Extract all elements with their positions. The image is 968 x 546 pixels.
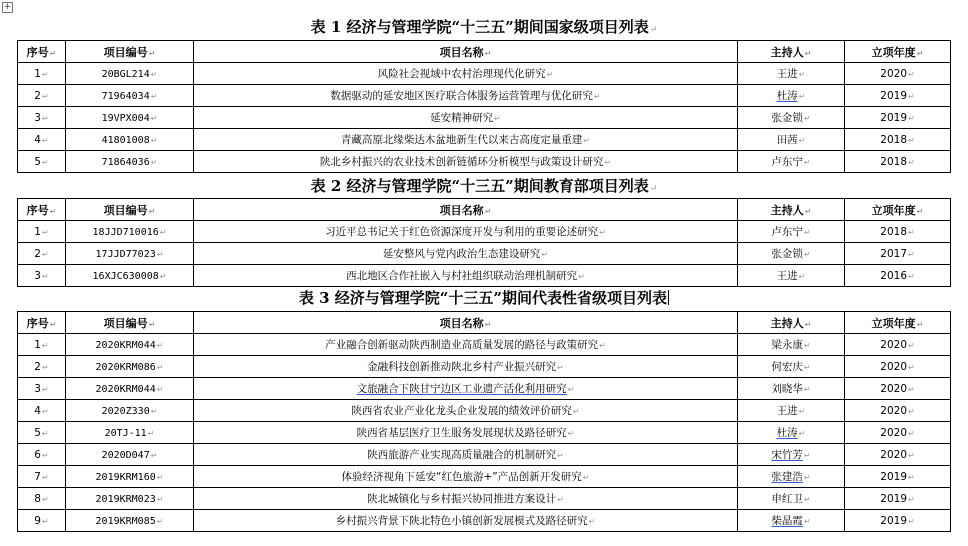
project-name: 陕西旅游产业实现高质量融合的机制研究↵	[194, 444, 738, 466]
project-leader: 柴晶霞↵	[738, 510, 845, 532]
table-row	[18, 243, 951, 265]
header-row	[18, 199, 951, 221]
row-number: 1↵	[18, 221, 66, 243]
column-header: 项目名称↵	[194, 312, 738, 334]
project-year: 2017↵	[845, 243, 951, 265]
project-leader: 刘晓华↵	[738, 378, 845, 400]
project-code: 2020KRM044↵	[66, 334, 194, 356]
table-row	[18, 85, 951, 107]
project-leader: 王进↵	[738, 265, 845, 287]
column-header: 主持人↵	[738, 41, 845, 63]
project-code: 71964034↵	[66, 85, 194, 107]
project-name: 陕北乡村振兴的农业技术创新链循环分析模型与政策设计研究↵	[194, 151, 738, 173]
project-year: 2018↵	[845, 221, 951, 243]
project-year: 2020↵	[845, 400, 951, 422]
row-number: 3↵	[18, 378, 66, 400]
project-year: 2019↵	[845, 466, 951, 488]
project-code: 2020KRM086↵	[66, 356, 194, 378]
project-year: 2018↵	[845, 151, 951, 173]
project-year: 2019↵	[845, 107, 951, 129]
table-row	[18, 221, 951, 243]
column-header: 立项年度↵	[845, 41, 951, 63]
row-number: 1↵	[18, 334, 66, 356]
project-code: 19VPX004↵	[66, 107, 194, 129]
project-code: 2019KRM085↵	[66, 510, 194, 532]
project-code: 41801008↵	[66, 129, 194, 151]
project-year: 2019↵	[845, 510, 951, 532]
table-row	[18, 400, 951, 422]
row-number: 3↵	[18, 107, 66, 129]
table-row	[18, 334, 951, 356]
table3-title: 表 3 经济与管理学院“十三五”期间代表性省级项目列表	[298, 289, 668, 307]
row-number: 2↵	[18, 243, 66, 265]
column-header: 立项年度↵	[845, 312, 951, 334]
row-number: 3↵	[18, 265, 66, 287]
project-year: 2019↵	[845, 85, 951, 107]
project-leader: 何宏庆↵	[738, 356, 845, 378]
project-year: 2018↵	[845, 129, 951, 151]
project-name: 青藏高原北缘柴达木盆地新生代以来古高度定量重建↵	[194, 129, 738, 151]
project-leader: 张金锁↵	[738, 243, 845, 265]
project-name: 陕北城镇化与乡村振兴协同推进方案设计↵	[194, 488, 738, 510]
table-row	[18, 265, 951, 287]
table-row	[18, 107, 951, 129]
project-year: 2020↵	[845, 356, 951, 378]
project-name: 金融科技创新推动陕北乡村产业振兴研究↵	[194, 356, 738, 378]
project-year: 2020↵	[845, 334, 951, 356]
project-leader: 王进↵	[738, 400, 845, 422]
column-header: 项目编号↵	[66, 312, 194, 334]
project-leader: 卢东宁↵	[738, 221, 845, 243]
project-code: 2019KRM160↵	[66, 466, 194, 488]
table-row	[18, 63, 951, 85]
table-row	[18, 378, 951, 400]
column-header: 立项年度↵	[845, 199, 951, 221]
project-year: 2016↵	[845, 265, 951, 287]
project-name: 陕西省农业产业化龙头企业发展的绩效评价研究↵	[194, 400, 738, 422]
project-name: 体验经济视角下延安“红色旅游+”产品创新开发研究↵	[194, 466, 738, 488]
column-header: 项目名称↵	[194, 41, 738, 63]
project-name: 延安精神研究↵	[194, 107, 738, 129]
row-number: 5↵	[18, 151, 66, 173]
project-code: 20BGL214↵	[66, 63, 194, 85]
column-header: 项目编号↵	[66, 41, 194, 63]
table-row	[18, 356, 951, 378]
project-name: 风险社会视域中农村治理现代化研究↵	[194, 63, 738, 85]
row-number: 4↵	[18, 129, 66, 151]
row-number: 2↵	[18, 85, 66, 107]
project-year: 2020↵	[845, 378, 951, 400]
row-number: 4↵	[18, 400, 66, 422]
project-leader: 杜涛↵	[738, 85, 845, 107]
project-leader: 卢东宁↵	[738, 151, 845, 173]
header-row	[18, 41, 951, 63]
project-code: 17JJD77023↵	[66, 243, 194, 265]
project-code: 16XJC630008↵	[66, 265, 194, 287]
table2	[17, 198, 951, 287]
table-row	[18, 444, 951, 466]
project-leader: 申红卫↵	[738, 488, 845, 510]
project-leader: 杜涛↵	[738, 422, 845, 444]
project-year: 2020↵	[845, 422, 951, 444]
project-name: 习近平总书记关于红色资源深度开发与利用的重要论述研究↵	[194, 221, 738, 243]
project-year: 2020↵	[845, 444, 951, 466]
column-header: 序号↵	[18, 41, 66, 63]
project-name: 西北地区合作社嵌入与村社组织联动治理机制研究↵	[194, 265, 738, 287]
project-leader: 田茜↵	[738, 129, 845, 151]
project-name: 数据驱动的延安地区医疗联合体服务运营管理与优化研究↵	[194, 85, 738, 107]
column-header: 主持人↵	[738, 312, 845, 334]
project-code: 71864036↵	[66, 151, 194, 173]
row-number: 8↵	[18, 488, 66, 510]
row-number: 9↵	[18, 510, 66, 532]
row-number: 7↵	[18, 466, 66, 488]
column-header: 序号↵	[18, 312, 66, 334]
project-code: 2019KRM023↵	[66, 488, 194, 510]
column-header: 主持人↵	[738, 199, 845, 221]
table-row	[18, 466, 951, 488]
table1-title: 表 1 经济与管理学院“十三五”期间国家级项目列表↵	[310, 18, 658, 36]
text-cursor	[668, 290, 669, 305]
table-move-handle-icon[interactable]: +	[3, 2, 12, 12]
project-code: 2020D047↵	[66, 444, 194, 466]
project-name: 陕西省基层医疗卫生服务发展现状及路径研究↵	[194, 422, 738, 444]
project-year: 2020↵	[845, 63, 951, 85]
project-name: 产业融合创新驱动陕西制造业高质量发展的路径与政策研究↵	[194, 334, 738, 356]
project-code: 2020Z330↵	[66, 400, 194, 422]
project-name: 延安整风与党内政治生态建设研究↵	[194, 243, 738, 265]
column-header: 项目名称↵	[194, 199, 738, 221]
project-code: 20TJ-11↵	[66, 422, 194, 444]
table2-title: 表 2 经济与管理学院“十三五”期间教育部项目列表↵	[310, 177, 658, 195]
project-code: 18JJD710016↵	[66, 221, 194, 243]
column-header: 序号↵	[18, 199, 66, 221]
table3	[17, 311, 951, 532]
project-leader: 宋竹芳↵	[738, 444, 845, 466]
table-row	[18, 129, 951, 151]
table1	[17, 40, 951, 173]
table-row	[18, 151, 951, 173]
row-number: 1↵	[18, 63, 66, 85]
table-row	[18, 510, 951, 532]
row-number: 5↵	[18, 422, 66, 444]
project-leader: 梁永康↵	[738, 334, 845, 356]
header-row	[18, 312, 951, 334]
project-name: 乡村振兴背景下陕北特色小镇创新发展模式及路径研究↵	[194, 510, 738, 532]
project-name: 文旅融合下陕甘宁边区工业遗产活化利用研究↵	[194, 378, 738, 400]
table-row	[18, 488, 951, 510]
project-code: 2020KRM044↵	[66, 378, 194, 400]
column-header: 项目编号↵	[66, 199, 194, 221]
table-row	[18, 422, 951, 444]
project-year: 2019↵	[845, 488, 951, 510]
project-leader: 张建浩↵	[738, 466, 845, 488]
project-leader: 张金锁↵	[738, 107, 845, 129]
project-leader: 王进↵	[738, 63, 845, 85]
row-number: 6↵	[18, 444, 66, 466]
row-number: 2↵	[18, 356, 66, 378]
